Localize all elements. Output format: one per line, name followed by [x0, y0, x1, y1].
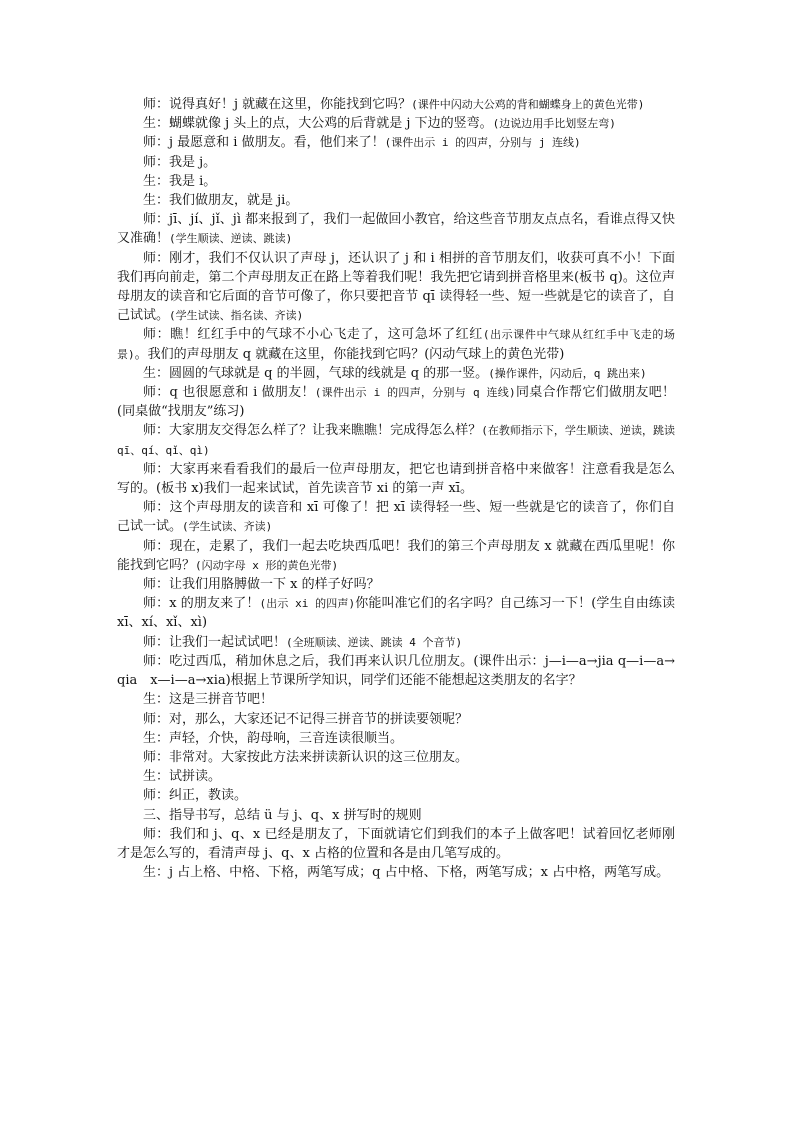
stage-direction: (出示课件中气球从红红手中飞走的场景) — [117, 328, 675, 361]
paragraph: 师：大家再来看看我们的最后一位声母朋友，把它也请到拼音格中来做客！注意看我是怎么写的。(板书 x)我们一起来试试，首先读音节 xi 的第一声 xī。 — [117, 461, 675, 497]
paragraph: 生：我们做朋友，就是 ji。 — [143, 193, 299, 209]
paragraph: 师：说得真好！j 就藏在这里，你能找到它吗？(课件中闪动大公鸡的背和蝴蝶身上的黄色光带) — [143, 97, 645, 112]
paragraph: 生：蝴蝶就像 j 头上的点，大公鸡的后背就是 j 下边的竖弯。(边说边用手比划竖左弯) — [143, 116, 616, 132]
paragraph: 师：非常对。大家按此方法来拼读新认识的这三位朋友。 — [143, 749, 469, 765]
paragraph: 师：这个声母朋友的读音和 xī 可像了！把 xī 读得轻一些、短一些就是它的读音了，你们自己试一试。(学生试读、齐读) — [117, 500, 675, 535]
stage-direction: (出示 xi 的四声) — [259, 597, 356, 611]
stage-direction: (学生试读、指名读、齐读) — [169, 309, 304, 323]
stage-direction: (学生试读、齐读) — [182, 520, 273, 534]
paragraph: 师：刚才，我们不仅认识了声母 j，还认识了 j 和 i 相拼的音节朋友们，收获可真不小！下面我们再向前走，第二个声母朋友正在路上等着我们呢！我先把它请到拼音格里来(板书 q)。这位声母朋友的读音和它后面的音节可像了，你只要把音节 qī 读得轻一些、短一些就是它的读音了，自己试试。(学生试读、指名读、齐读) — [117, 250, 675, 324]
paragraph: 师：q 也很愿意和 i 做朋友！(课件出示 i 的四声，分别与 q 连线)同桌合作帮它们做朋友吧！(同桌做“找朋友”练习) — [117, 385, 675, 420]
paragraph: 师：jī、jí、jǐ、jì 都来报到了，我们一起做回小教官，给这些音节朋友点点名，看谁点得又快又准确！(学生顺读、逆读、跳读) — [117, 212, 675, 247]
stage-direction: (边说边用手比划竖左弯) — [492, 117, 616, 131]
paragraph: 师：对，那么，大家还记不记得三拼音节的拼读要领呢？ — [143, 711, 469, 727]
paragraph: 师：x 的朋友来了！(出示 xi 的四声)你能叫准它们的名字吗？自己练习一下！(学生自由练读 xī、xí、xǐ、xì) — [117, 596, 675, 631]
stage-direction: (在教师指示下，学生顺读、逆读，跳读 qī、qí、qǐ、qì) — [117, 424, 675, 457]
paragraph: 师：纠正，教读。 — [143, 788, 248, 804]
stage-direction: (闪动字母 x 形的黄色光带) — [195, 558, 339, 572]
paragraph: 生：声轻，介快，韵母响，三音连读很顺当。 — [143, 730, 404, 746]
paragraph: 生：试拼读。 — [143, 769, 222, 785]
paragraph: 师：我们和 j、q、x 已经是朋友了，下面就请它们到我们的本子上做客吧！试着回忆老师刚才是怎么写的，看清声母 j、q、x 占格的位置和各是由几笔写成的。 — [117, 826, 675, 861]
stage-direction: (学生顺读、逆读、跳读) — [169, 232, 293, 246]
stage-direction: (课件中闪动大公鸡的背和蝴蝶身上的黄色光带) — [411, 98, 645, 111]
paragraph: 师：大家朋友交得怎么样了？让我来瞧瞧！完成得怎么样？(在教师指示下，学生顺读、逆读，跳读 qī、qí、qǐ、qì) — [117, 423, 675, 457]
paragraph: 生：j 占上格、中格、下格，两笔写成；q 占中格、下格，两笔写成；x 占中格，两笔写成。 — [143, 865, 670, 881]
paragraph: 师：现在，走累了，我们一起去吃块西瓜吧！我们的第三个声母朋友 x 就藏在西瓜里呢！你能找到它吗？(闪动字母 x 形的黄色光带) — [117, 538, 675, 573]
paragraph: 师：让我们一起试试吧！(全班顺读、逆读、跳读 4 个音节) — [143, 634, 463, 650]
paragraph: 师：我是 j。 — [143, 154, 217, 170]
stage-direction: (课件出示 i 的四声，分别与 q 连线) — [314, 386, 516, 400]
section-heading: 三、指导书写，总结 ü 与 j、q、x 拼写时的规则 — [143, 807, 422, 823]
stage-direction: (全班顺读、逆读、跳读 4 个音节) — [286, 635, 463, 649]
paragraph: 师：瞧！红红手中的气球不小心飞走了，这可急坏了红红(出示课件中气球从红红手中飞走的场景)。我们的声母朋友 q 就藏在这里，你能找到它吗？(闪动气球上的黄色光带) — [117, 327, 675, 362]
paragraph: 生：这是三拼音节吧！ — [143, 692, 274, 708]
paragraph: 生：我是 i。 — [143, 173, 217, 189]
paragraph: 生：圆圆的气球就是 q 的半圆，气球的线就是 q 的那一竖。(操作课件，闪动后，q 跳出来) — [143, 365, 647, 381]
stage-direction: (课件出示 i 的四声，分别与 j 连线) — [384, 136, 581, 150]
document-body — [117, 95, 675, 882]
stage-direction: (操作课件，闪动后，q 跳出来) — [488, 366, 647, 380]
paragraph: 师：吃过西瓜，稍加休息之后，我们再来认识几位朋友。(课件出示：j—i—a→jia q—i—a→qia x—i—a→xia)根据上节课所学知识，同学们还能不能想起这类朋友的名字？ — [117, 653, 675, 689]
paragraph: 师：j 最愿意和 i 做朋友。看，他们来了！(课件出示 i 的四声，分别与 j 连线) — [143, 135, 581, 151]
paragraph: 师：让我们用胳膊做一下 x 的样子好吗？ — [143, 577, 380, 593]
